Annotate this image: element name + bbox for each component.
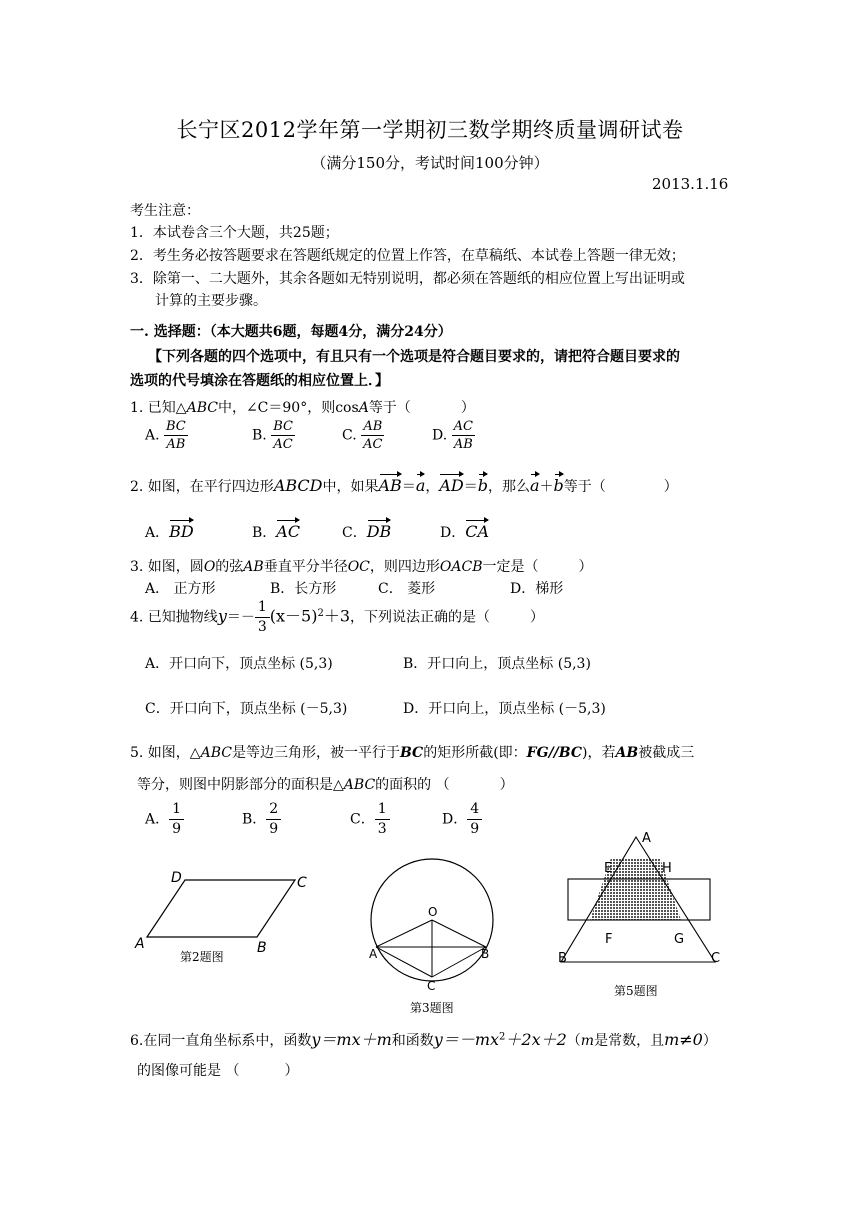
q2-option-c-label: C． [342,525,367,541]
q1-option-c [342,418,384,453]
q6-line2-text: 的图像可能是 （ [137,1063,240,1079]
q3-text-pre: 3. 如图，圆 [130,559,204,575]
q1-a: A [358,400,369,416]
exam-date: 2013.1.16 [652,175,729,193]
question-6-line-2 [137,1060,298,1080]
q3-close: ） [578,559,593,575]
question-1 [130,397,475,417]
fig3-label-b: B [481,947,490,961]
q2-sum-vector-a: a [530,472,540,495]
fig2-label-c: C [297,875,307,891]
q6-paren-open: （ [566,1033,581,1049]
q2-text-pre: 2. 如图，在平行四边形 [130,479,274,495]
q1-angle: ∠C＝90° [245,400,308,416]
q1-option-a-label: A. [145,427,160,444]
notice-item-3: 3．除第一、二大题外，其余各题如无特别说明，都必须在答题纸的相应位置上写出证明或 [130,271,685,287]
fig3-label-o: O [428,905,438,919]
fig2-label-a: A [135,936,145,952]
q5-option-b-label: B． [242,811,267,828]
q3-text-mid1: 的弦 [215,559,244,575]
q5-text-mid2: 的矩形所截(即： [423,745,527,761]
q3-option-c: C． 菱形 [378,581,436,597]
figure-5-triangle [550,820,730,970]
q2-option-b-vec: AC [276,518,300,541]
q1-option-d-den: AB [453,437,473,452]
q2-vector-ab: AB [379,472,402,495]
q1-option-b-label: B. [252,427,267,444]
question-5-line-2 [137,774,514,794]
q1-option-a [145,418,188,453]
q5-option-d [442,800,482,839]
section-heading: 一. 选择题：（本大题共6题，每题4分，满分24分） [130,324,452,340]
q2-option-a-label: A． [145,525,170,541]
q2-option-d [440,518,489,542]
q1-text-mid2: ，则cos [307,400,359,416]
fig2-label-d: D [171,870,182,886]
q5-option-c [350,800,390,839]
q5-option-b-den: 9 [269,821,279,837]
figure-3-circle [362,850,502,990]
q1-option-a-den: AB [166,437,186,452]
segment-ob [432,920,486,947]
q1-close: ） [460,400,475,416]
q2-text-mid: 中，如果 [322,479,379,495]
q1-abc: ABC [186,400,218,416]
q4-option-a: A．开口向下，顶点坐标 (5,3) [145,656,333,672]
q4-option-c: C．开口向下，顶点坐标 (－5,3) [145,701,348,717]
q4-frac-den: 3 [257,619,267,635]
q4-sup: 2 [317,607,324,619]
q4-frac-num: 1 [255,598,270,618]
fig5-label-e: E [604,861,613,876]
question-5-line-1 [130,742,694,762]
q5-close: ） [499,777,514,793]
q5-option-c-den: 3 [377,821,387,837]
q1-option-d [432,418,475,453]
q6-close: ） [284,1063,299,1079]
q6-condition: m≠0 [664,1030,703,1049]
q5-fgbc: FG//BC [526,745,583,761]
fig5-label-h: H [662,861,672,876]
fig3-label-a: A [369,947,378,961]
q6-function-2a: y＝－mx [433,1030,500,1049]
fig2-label-b: B [257,940,267,956]
notice-heading: 考生注意： [130,203,200,219]
q5-option-a-num: 1 [169,800,184,820]
q1-text-mid: 中， [217,400,246,416]
q3-o: O [203,559,216,575]
q5-option-c-label: C． [350,811,375,828]
q4-option-b: B．开口向上，顶点坐标 (5,3) [403,656,591,672]
segment-bc [432,947,486,977]
q6-function-2b: ＋2x＋2 [505,1030,567,1049]
q4-tail: ＋3 [323,606,351,626]
q2-option-c-vec: DB [367,518,392,541]
fig3-label-c: C [427,979,436,990]
fig5-label-a: A [642,831,651,846]
q6-text-pre: 6.在同一直角坐标系中，函数 [130,1033,312,1049]
q2-vector-ad: AD [439,472,463,495]
q1-option-c-label: C. [342,427,357,444]
q1-option-a-num: BC [166,419,186,434]
q2-text-post: 等于（ [563,479,606,495]
q2-vector-a: a [416,472,426,495]
q5-option-b-num: 2 [266,800,281,820]
q4-expr: (x－5) [269,606,318,626]
fig5-label-g: G [674,932,685,947]
q4-close: ） [530,609,545,626]
q1-option-b [252,418,295,453]
q5-abc: ABC [200,745,232,761]
q1-option-d-num: AC [453,419,473,434]
q5-option-a [145,800,184,839]
notice-item-2: 2．考生务必按答题要求在答题纸规定的位置上作答，在草稿纸、本试卷上答题一律无效； [130,248,685,264]
q6-sup: 2 [499,1031,506,1043]
figure-3-caption: 第3题图 [410,1001,454,1015]
question-3 [130,556,593,576]
q4-eq: ＝－ [226,609,255,626]
q3-text-mid2: 垂直平分半径 [263,559,348,575]
q6-text-mid: 和函数 [391,1033,434,1049]
q2-abcd: ABCD [273,476,323,495]
parallelogram-shape [147,880,295,937]
notice-item-3-cont: 计算的主要步骤。 [155,293,267,309]
q2-vector-b: b [478,472,488,495]
fig5-label-c: C [711,951,721,966]
q2-plus: ＋ [539,479,554,495]
q3-oacb: OACB [439,559,483,575]
q2-option-d-label: D． [440,525,466,541]
q5-text-mid: 是等边三角形，被一平行于 [231,745,400,761]
q5-option-c-num: 1 [375,800,390,820]
q5-option-b [242,800,281,839]
q5-line2-abc: ABC [343,777,376,793]
fig5-label-f: F [605,932,613,947]
q1-option-c-num: AB [361,418,384,436]
page-subtitle: （满分150分，考试时间100分钟） [311,154,549,172]
q3-oc: OC [347,559,370,575]
q1-option-b-num: BC [273,419,293,434]
q2-option-d-vec: CA [465,518,489,541]
q1-option-d-label: D. [432,427,448,444]
q5-text-post: 被截成三 [638,745,695,761]
q6-function-1: y＝mx＋m [311,1030,392,1049]
q1-option-c-den: AC [363,437,383,452]
figure-2-parallelogram [125,860,325,970]
segment-oa [376,920,432,947]
fig5-label-b: B [558,951,567,966]
q3-option-a: A． 正方形 [145,581,216,597]
q6-m: m [580,1033,595,1049]
q5-ab: AB [615,745,639,761]
q2-text-mid2: ，那么 [488,479,530,495]
q6-paren-close: ） [702,1033,717,1049]
q4-text-post: ，下列说法正确的是（ [350,609,491,626]
q2-option-c [342,518,391,542]
q5-line2-pre: 等分，则图中阴影部分的面积是△ [137,777,344,793]
figure-5-caption: 第5题图 [614,984,658,998]
q1-text-pre: 1. 已知△ [130,400,187,416]
q5-option-a-label: A． [145,811,170,828]
q2-option-b-label: B． [252,525,277,541]
q1-option-b-den: AC [273,437,293,452]
q5-bc: BC [399,745,424,761]
question-4 [130,598,544,637]
q1-text-post: 等于（ [368,400,411,416]
q5-option-a-den: 9 [172,821,182,837]
page-title: 长宁区2012学年第一学期初三数学期终质量调研试卷 [176,118,684,142]
section-instruction-1: 【下列各题的四个选项中，有且只有一个选项是符合题目要求的，请把符合题目要求的 [148,349,680,365]
q2-comma: ， [425,479,440,495]
question-2 [130,472,678,496]
section-instruction-2: 选项的代号填涂在答题纸的相应位置上．】 [130,373,389,389]
q5-line2-post: 的面积的 （ [375,777,450,793]
q4-text-pre: 4. 已知抛物线 [130,609,218,626]
q3-option-d: D．梯形 [510,581,564,597]
q2-option-b [252,518,300,542]
q3-text-mid3: ，则四边形 [369,559,440,575]
notice-item-1: 1．本试卷含三个大题，共25题； [130,225,339,241]
q6-paren-mid: 是常数，且 [594,1033,665,1049]
q2-eq2: ＝ [463,479,478,495]
q2-close: ） [663,479,678,495]
q4-y: y [217,606,227,626]
segment-ac [376,947,432,977]
q2-sum-vector-b: b [554,472,564,495]
q2-eq1: ＝ [401,479,416,495]
q2-option-a-vec: BD [169,518,194,541]
q3-option-b: B．长方形 [270,581,337,597]
q3-text-post: 一定是（ [482,559,539,575]
q3-ab: AB [243,559,264,575]
q5-option-d-label: D． [442,811,468,828]
q5-text-mid3: )，若 [582,745,616,761]
question-6-line-1 [130,1027,717,1050]
q5-option-d-num: 4 [467,800,482,820]
q5-text-pre: 5. 如图，△ [130,745,201,761]
q4-option-d: D．开口向上，顶点坐标 (－5,3) [403,701,606,717]
q2-option-a [145,518,194,542]
figure-2-caption: 第2题图 [180,950,224,964]
q5-option-d-den: 9 [470,821,480,837]
